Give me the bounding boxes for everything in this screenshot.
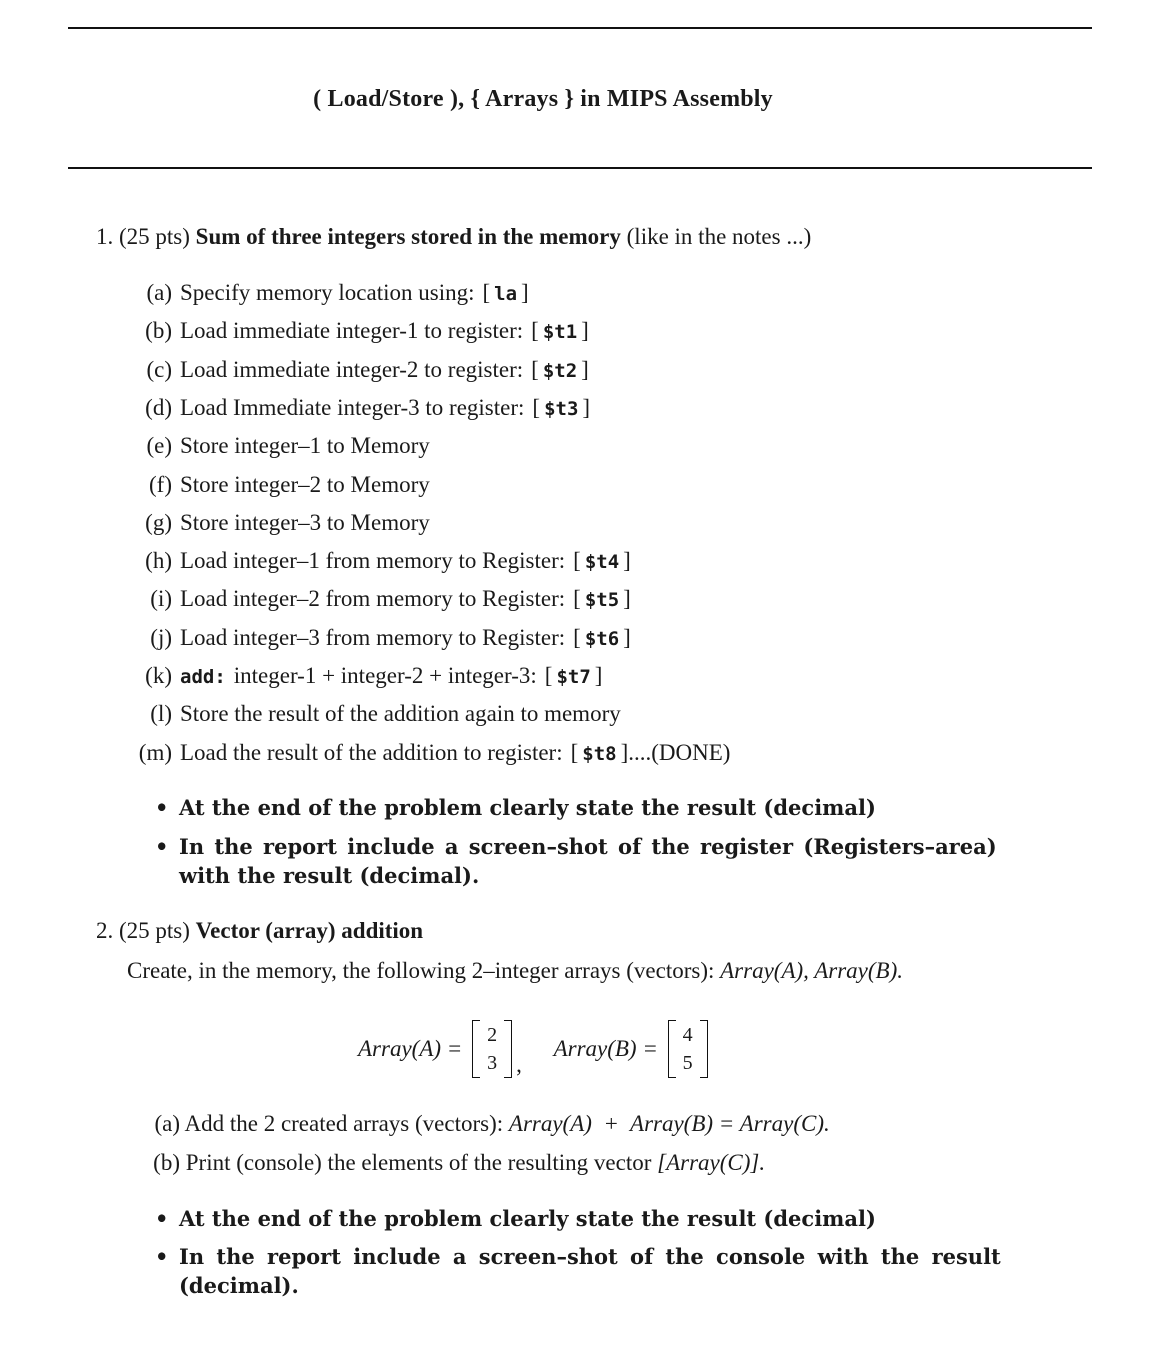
item-text: Load immediate integer-2 to register: (180, 356, 524, 382)
item-text: Print (console) the elements of the resulting vector (185, 1150, 652, 1175)
bracket-open: [ (544, 663, 553, 688)
bracket-open: [ (531, 318, 539, 344)
item-text: Load integer–1 from memory to Register: (180, 548, 566, 574)
problem-1-item (128, 548, 631, 574)
item-register-code: $t3 (544, 397, 579, 420)
bracket-open: [ (570, 739, 579, 765)
item-math: Array(A) + Array(B) = Array(C). (508, 1111, 830, 1136)
item-register-code: $t5 (584, 589, 620, 612)
problem-1-points: (25 pts) (119, 224, 190, 249)
item-text: integer-1 + integer-2 + integer-3: (233, 663, 537, 688)
problem-1-number: 1. (96, 224, 114, 249)
item-register-code: $t8 (582, 742, 617, 765)
bullet-dot: • (155, 834, 169, 859)
problem-1-item (128, 318, 589, 344)
bullet-text: In the report include a screen–shot of the register (Registers–area) (179, 834, 997, 859)
bullet-dot: • (155, 1244, 169, 1269)
bracket-close: ] (623, 586, 631, 612)
item-label: (a) (154, 1111, 180, 1136)
comma: , (516, 1052, 522, 1077)
bullet-text: At the end of the problem clearly state the result (decimal) (179, 795, 876, 820)
item-text: Load integer–3 from memory to Register: (180, 624, 566, 650)
bracket-close: ] (581, 318, 589, 344)
array-b-element-2: 5 (682, 1052, 693, 1074)
problem-2-item-a (136, 1111, 830, 1137)
bullet-text: with the result (decimal). (179, 863, 480, 888)
problem-1-item (128, 280, 529, 306)
bullet-text: At the end of the problem clearly state the result (decimal) (179, 1206, 876, 1231)
bracket-close: ] (620, 739, 629, 765)
item-text: Store integer–1 to Memory (180, 433, 430, 459)
bracket-close: ] (594, 663, 603, 688)
bullet-dot: • (155, 795, 169, 820)
page-title: ( Load/Store ), { Arrays } in MIPS Assembly (313, 86, 773, 112)
bracket-open: [ (573, 548, 581, 574)
top-rule (68, 27, 1092, 29)
item-label: (e) (146, 433, 172, 459)
problem-2-intro (127, 958, 903, 984)
item-label: (b) (145, 318, 172, 344)
array-a-element-1: 2 (487, 1024, 498, 1046)
item-math: [Array(C)]. (657, 1150, 766, 1175)
bracket-open: [ (482, 280, 491, 305)
array-a-label: Array(A) = (358, 1036, 463, 1061)
bracket-close: ] (623, 624, 631, 650)
item-prefix-code: add: (180, 666, 226, 688)
intro-text: Create, in the memory, the following 2–integer arrays (vectors): (127, 958, 715, 983)
problem-2-bullet-1 (155, 1206, 876, 1231)
problem-1-note: (like in the notes ...) (626, 224, 812, 249)
bracket-open: [ (573, 586, 581, 612)
item-label: (a) (146, 280, 172, 305)
array-b-element-1: 4 (682, 1024, 693, 1046)
bracket-open: [ (531, 356, 539, 382)
item-label: (i) (150, 586, 172, 612)
array-b-label: Array(B) = (553, 1036, 658, 1061)
item-label: (f) (149, 471, 172, 497)
problem-1-item (128, 472, 430, 498)
problem-1-title: Sum of three integers stored in the memory (195, 224, 621, 249)
array-equations (358, 1020, 712, 1080)
problem-1-item (128, 433, 430, 459)
problem-2-bullet-2-cont (179, 1273, 299, 1298)
item-register-code: $t4 (584, 551, 620, 574)
bracket-open: [ (573, 624, 581, 650)
problem-2-heading (96, 918, 423, 944)
problem-1-bullet-1 (155, 795, 876, 820)
problem-1-item (128, 510, 430, 536)
array-b-matrix (668, 1020, 708, 1078)
problem-1-item (128, 701, 621, 727)
item-register-code: $t6 (584, 627, 620, 650)
item-text: Specify memory location using: (180, 280, 475, 305)
item-text: Load immediate integer-1 to register: (180, 318, 524, 344)
problem-1-item (128, 586, 631, 612)
item-register-code: $t7 (556, 666, 591, 688)
bracket-close: ] (582, 394, 591, 420)
item-label: (g) (145, 509, 172, 535)
item-register-code: $t1 (542, 321, 578, 344)
item-text: Add the 2 created arrays (vectors): (184, 1111, 504, 1136)
item-text: Store integer–3 to Memory (180, 509, 430, 535)
item-label: (h) (145, 548, 172, 574)
bracket-open: [ (532, 394, 541, 420)
item-label: (b) (153, 1150, 180, 1175)
problem-1-bullet-2 (155, 834, 997, 859)
problem-1-item (128, 663, 602, 689)
item-text: Load the result of the addition to register: (180, 739, 563, 765)
item-label: (k) (145, 663, 172, 688)
item-label: (c) (146, 356, 172, 382)
item-suffix: ....(DONE) (628, 739, 731, 765)
bullet-text: In the report include a screen–shot of the console with the result (179, 1244, 1001, 1269)
bracket-close: ] (623, 548, 631, 574)
bracket-close: ] (521, 280, 529, 305)
item-text: Store integer–2 to Memory (180, 471, 430, 497)
problem-2-bullet-2 (155, 1244, 1001, 1269)
bullet-dot: • (155, 1206, 169, 1231)
problem-1-heading (96, 224, 811, 250)
problem-1-item (128, 357, 589, 383)
item-label: (m) (138, 739, 172, 765)
intro-math: Array(A), Array(B). (720, 958, 904, 983)
item-text: Load integer–2 from memory to Register: (180, 586, 566, 612)
item-register-code: $t2 (542, 359, 578, 382)
item-text: Load Immediate integer-3 to register: (180, 394, 525, 420)
item-register-code: la (494, 283, 518, 305)
item-text: Store the result of the addition again to memory (180, 701, 621, 727)
problem-2-title: Vector (array) addition (195, 918, 424, 943)
item-label: (j) (150, 624, 172, 650)
problem-2-points: (25 pts) (119, 918, 190, 943)
array-a-matrix (472, 1020, 512, 1078)
bullet-text: (decimal). (179, 1273, 299, 1298)
problem-1-item (128, 395, 590, 421)
bracket-close: ] (581, 356, 589, 382)
problem-1-bullet-2-cont (179, 863, 479, 888)
item-label: (l) (150, 701, 172, 727)
problem-2-item-b (136, 1150, 765, 1176)
problem-1-item (128, 625, 631, 651)
item-label: (d) (145, 394, 172, 420)
problem-1-item (128, 740, 730, 766)
problem-2-number: 2. (96, 918, 114, 943)
title-rule (68, 167, 1092, 169)
array-a-element-2: 3 (487, 1052, 498, 1074)
